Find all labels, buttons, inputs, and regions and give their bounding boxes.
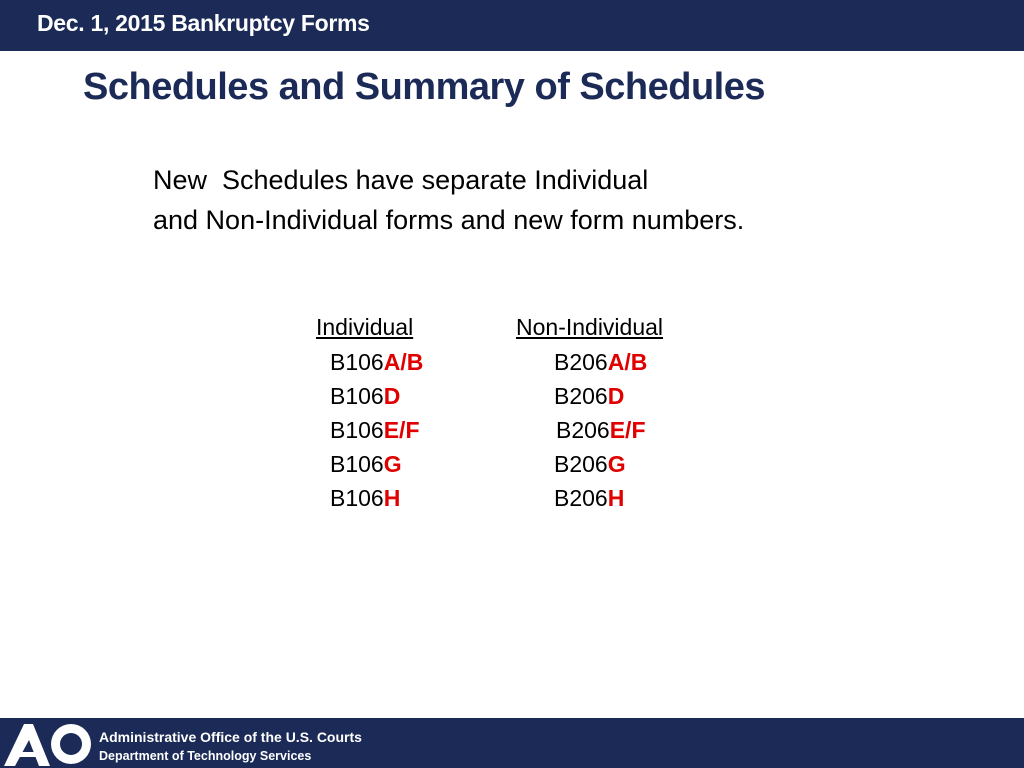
slide-title: Schedules and Summary of Schedules bbox=[83, 66, 765, 108]
header-title: Dec. 1, 2015 Bankruptcy Forms bbox=[37, 10, 370, 36]
form-number-row bbox=[516, 481, 736, 515]
ao-logo-icon bbox=[0, 718, 98, 768]
intro-line-2: and Non-Individual forms and new form numbers. bbox=[153, 205, 745, 235]
form-prefix: B106 bbox=[330, 417, 384, 443]
header-bar bbox=[0, 0, 1024, 51]
individual-heading: Individual bbox=[316, 314, 414, 340]
footer-department: Department of Technology Services bbox=[99, 749, 312, 763]
form-prefix: B106 bbox=[330, 349, 384, 375]
form-suffix: A/B bbox=[383, 349, 424, 375]
form-number-row bbox=[516, 379, 736, 413]
form-prefix: B206 bbox=[554, 485, 608, 511]
non-individual-column bbox=[516, 311, 736, 515]
form-suffix: H bbox=[607, 485, 625, 511]
form-number-row bbox=[516, 345, 736, 379]
form-prefix: B206 bbox=[554, 349, 608, 375]
form-number-row bbox=[316, 379, 516, 413]
form-prefix: B206 bbox=[554, 451, 608, 477]
form-suffix: A/B bbox=[607, 349, 648, 375]
form-number-row bbox=[316, 413, 516, 447]
form-prefix: B106 bbox=[330, 451, 384, 477]
form-prefix: B206 bbox=[554, 383, 608, 409]
form-number-row bbox=[316, 447, 516, 481]
form-prefix: B206 bbox=[556, 417, 610, 443]
intro-text bbox=[153, 160, 744, 240]
form-prefix: B106 bbox=[330, 485, 384, 511]
individual-column bbox=[316, 311, 516, 515]
form-suffix: D bbox=[383, 383, 401, 409]
intro-line-1: New Schedules have separate Individual bbox=[153, 165, 649, 195]
form-prefix: B106 bbox=[330, 383, 384, 409]
form-suffix: G bbox=[383, 451, 402, 477]
form-number-row bbox=[316, 481, 516, 515]
form-number-row bbox=[516, 447, 736, 481]
footer-bar bbox=[0, 718, 1024, 768]
form-suffix: D bbox=[607, 383, 625, 409]
form-suffix: H bbox=[383, 485, 401, 511]
non-individual-heading: Non-Individual bbox=[516, 314, 664, 340]
form-number-row bbox=[316, 345, 516, 379]
form-suffix: E/F bbox=[383, 417, 420, 443]
form-number-row bbox=[516, 413, 736, 447]
footer-organization: Administrative Office of the U.S. Courts bbox=[99, 729, 362, 745]
form-suffix: E/F bbox=[609, 417, 646, 443]
form-suffix: G bbox=[607, 451, 626, 477]
